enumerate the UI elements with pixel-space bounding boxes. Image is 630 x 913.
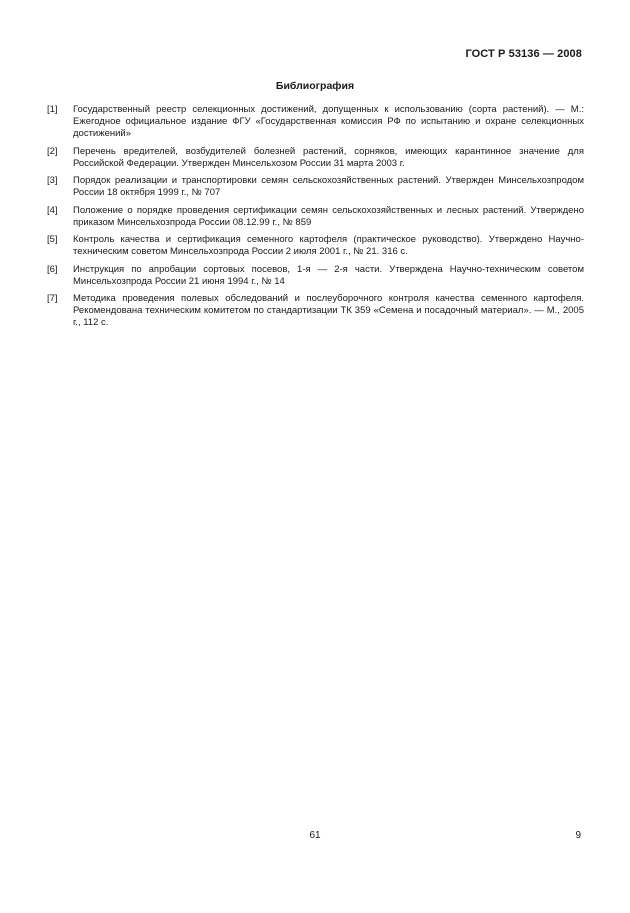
page-number: 61 [309,830,321,841]
entry-text: Контроль качества и сертификация семенного картофеля (практическое руководство). Утверждено Научно-техническим советом Минсельхозпрода России 2 июля 2001 г., № 21. 316 с. [73,234,584,257]
entry-text: Инструкция по апробации сортовых посевов, 1-я — 2-я части. Утверждена Научно-техническим советом Минсельхозпрода России 21 июня 1994 г., № 14 [73,263,584,287]
bibliography-entry [47,146,584,170]
document-code: ГОСТ Р 53136 — 2008 [465,48,582,60]
bibliography-entry [47,104,584,140]
entry-number: [1] [47,104,58,115]
entry-number: [2] [47,145,58,157]
bibliography-entry [47,293,584,329]
bibliography-heading: Библиография [275,80,355,92]
bibliography-entry [47,264,584,288]
entry-text: Перечень вредителей, возбудителей болезней растений, сорняков, имеющих карантинное значение для Российской Федерации. Утвержден Минсельхозом России 31 марта 2003 г. [73,145,584,169]
entry-text: Положение о порядке проведения сертификации семян сельскохозяйственных и лесных растений. Утверждено приказом Минсельхозпрода России 08.12.99 г., № 859 [73,204,584,228]
entry-number: [4] [47,204,58,216]
entry-number: [6] [47,263,58,275]
bibliography-entry [47,234,584,258]
bibliography-entry [47,175,584,199]
entry-number: [5] [47,234,58,245]
entry-text: Методика проведения полевых обследований и послеуборочного контроля качества семенного картофеля. Рекомендована техническим комитетом по стандартизации ТК 359 «Семена и посадочный материал». — М., 2005 г., 112 с. [73,293,584,328]
entry-text: Государственный реестр селекционных достижений, допущенных к использованию (сорта растений). — М.: Ежегодное официальное издание ФГУ «Государственная комиссия РФ по испытанию и охране селекционных достижений» [73,104,584,139]
entry-text: Порядок реализации и транспортировки семян сельскохозяйственных растений. Утвержден Минсельхозпродом России 18 октября 1999 г., № 707 [73,175,584,198]
bibliography-list [47,104,584,335]
bibliography-entry [47,205,584,229]
entry-number: [3] [47,175,58,186]
entry-number: [7] [47,293,58,304]
sheet-number: 9 [575,830,581,841]
